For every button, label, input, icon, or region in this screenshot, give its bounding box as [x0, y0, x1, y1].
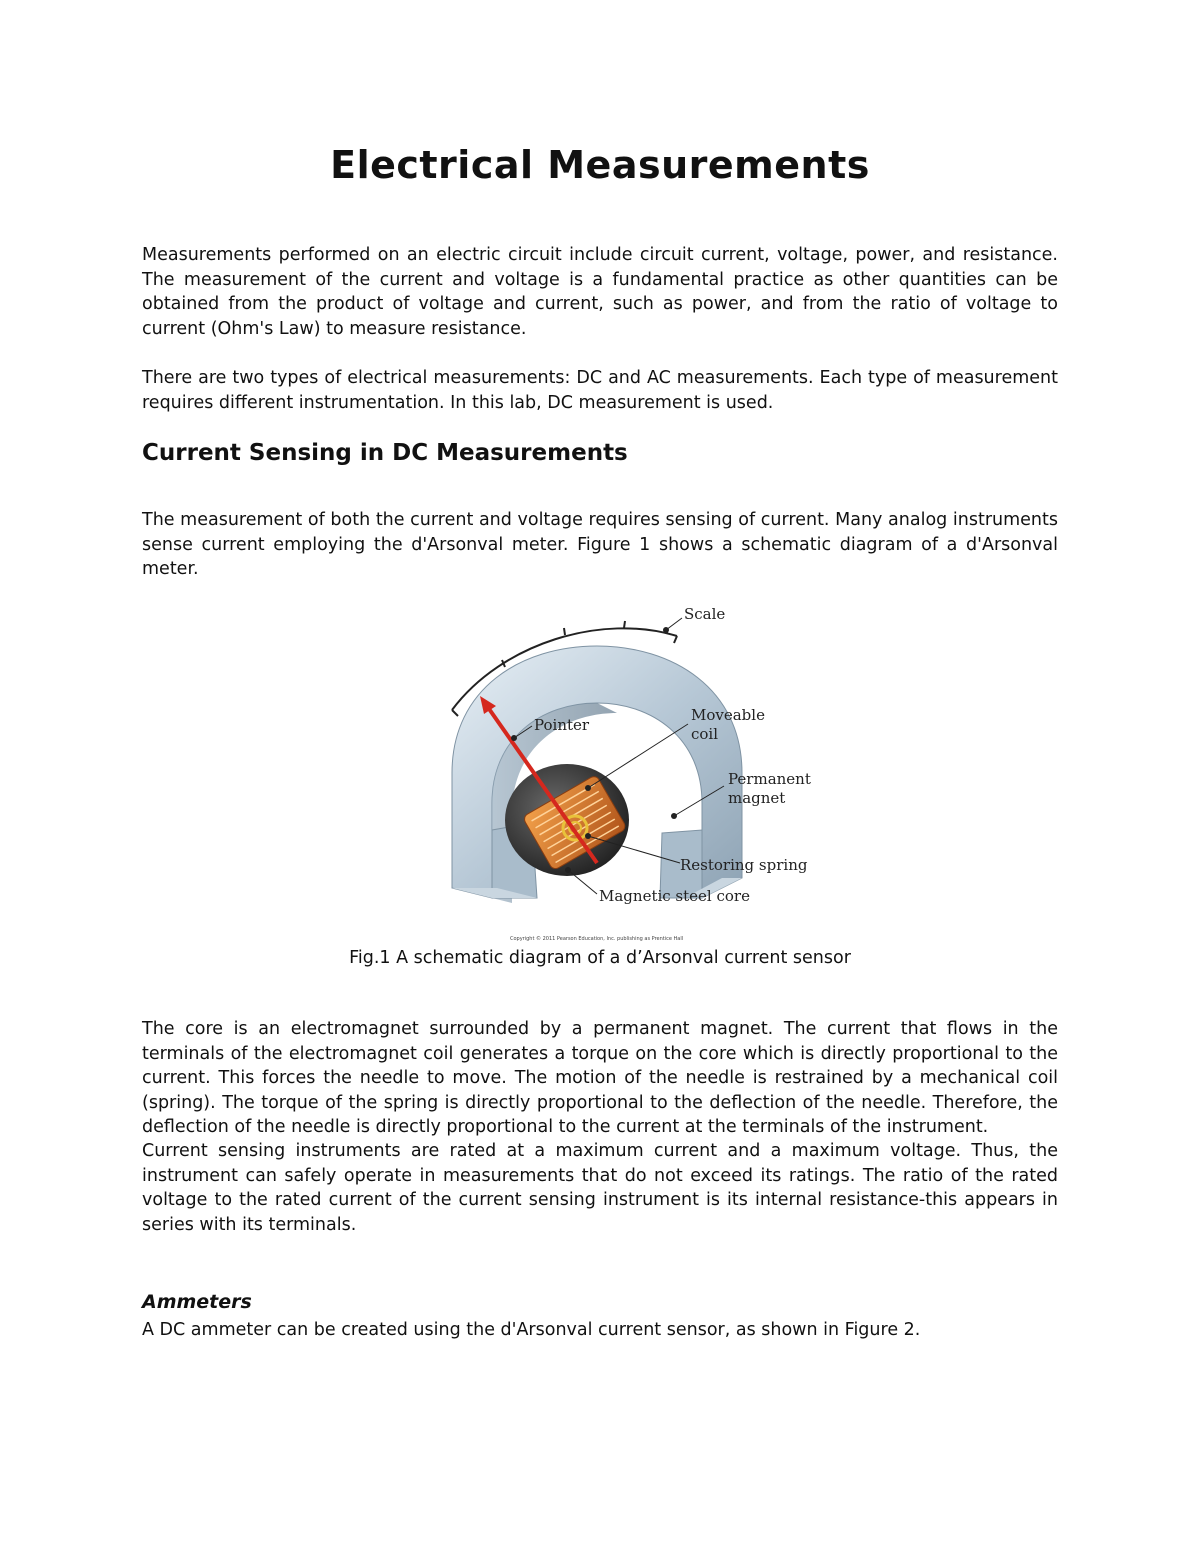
body-paragraph-2: Current sensing instruments are rated at a maximum current and a maximum voltage. Thus, the instrument can safely operate in measurements that do not exceed its ratings. The ratio of the rated voltage to the rated current of the current sensing instrument is its internal resistance-this appears in series with its terminals.	[142, 1141, 1058, 1235]
page-title: Electrical Measurements	[330, 143, 870, 187]
label-magnetic-core: Magnetic steel core	[599, 887, 750, 905]
section-paragraph-1: The measurement of both the current and voltage requires sensing of current. Many analog instruments sense current employing the d'Arsonval meter. Figure 1 shows a schematic diagram of a d'Arsonval meter.	[142, 510, 1058, 579]
ammeters-heading: Ammeters	[142, 1291, 252, 1313]
label-pointer: Pointer	[534, 716, 590, 734]
figure-caption: Fig.1 A schematic diagram of a d’Arsonval current sensor	[349, 948, 851, 968]
intro-paragraph-1: Measurements performed on an electric circuit include circuit current, voltage, power, and resistance. The measurement of the current and voltage is a fundamental practice as other quantities can be obtained from the product of voltage and current, such as power, and from the ratio of voltage to current (Ohm's Law) to measure resistance.	[142, 245, 1058, 339]
label-restoring-spring: Restoring spring	[680, 856, 808, 874]
label-permanent-magnet-2: magnet	[728, 789, 786, 807]
darsonval-figure	[392, 598, 812, 944]
darsonval-diagram	[392, 598, 812, 944]
section-heading: Current Sensing in DC Measurements	[142, 440, 628, 466]
label-moveable-coil-2: coil	[691, 725, 719, 743]
label-moveable-coil-1: Moveable	[691, 706, 765, 724]
intro-paragraph-2: There are two types of electrical measurements: DC and AC measurements. Each type of measurement requires different instrumentation. In this lab, DC measurement is used.	[142, 368, 1058, 413]
label-scale: Scale	[684, 605, 726, 623]
label-permanent-magnet-1: Permanent	[728, 770, 811, 788]
ammeters-paragraph: A DC ammeter can be created using the d'Arsonval current sensor, as shown in Figure 2.	[142, 1320, 921, 1340]
body-paragraph-1: The core is an electromagnet surrounded by a permanent magnet. The current that flows in the terminals of the electromagnet coil generates a torque on the core which is directly proportional to the current. This forces the needle to move. The motion of the needle is restrained by a mechanical coil (spring). The torque of the spring is directly proportional to the deflection of the needle. Therefore, the deflection of the needle is directly proportional to the current at the terminals of the instrument.	[142, 1019, 1058, 1137]
figure-copyright: Copyright © 2011 Pearson Education, Inc. publishing as Prentice Hall	[510, 936, 684, 942]
